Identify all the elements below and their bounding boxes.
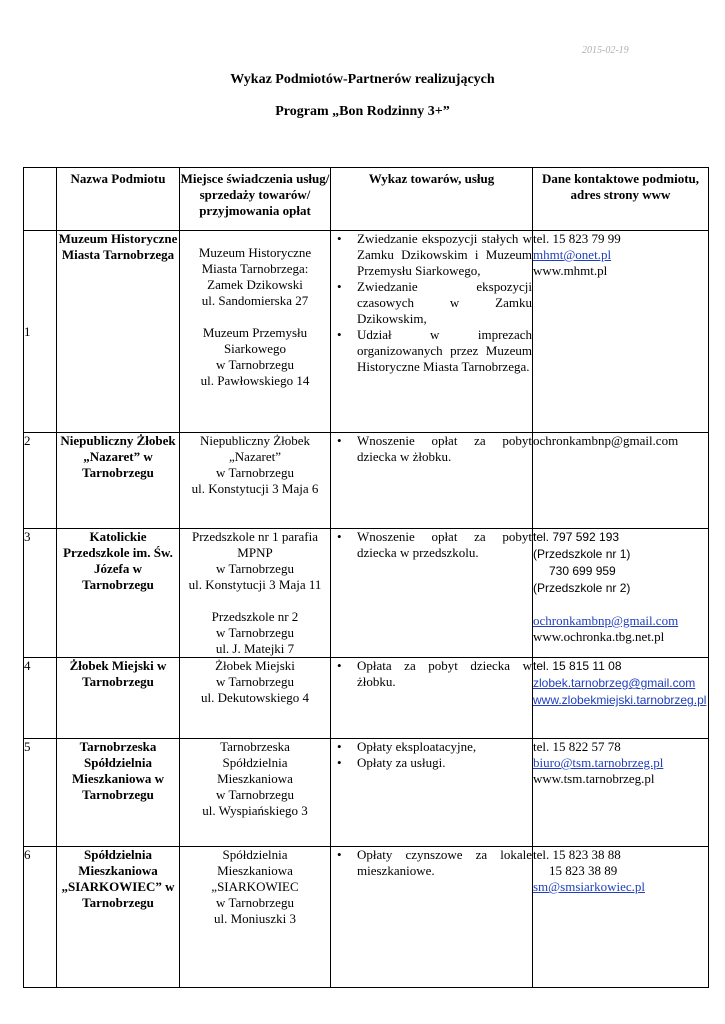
entity-name: Żłobek Miejski w Tarnobrzegu [57,658,180,739]
row-number: 1 [24,231,57,433]
place-line: ul. Konstytucji 3 Maja 11 [188,577,322,592]
contact-website: www.ochronka.tbg.net.pl [533,629,665,644]
contact-phone: tel. 797 592 193 [533,530,620,544]
service-location [180,739,331,847]
goods-item: • Udział w imprezach organizowanych przez Muzeum Historyczne Miasta Tarnobrzega. [331,327,532,375]
place-line: Spółdzielnia [222,755,288,770]
contact-phone: 15 823 38 89 [549,863,618,878]
contact-info [533,658,709,739]
contact-info [533,529,709,658]
contact-phone: tel. 15 822 57 78 [533,739,621,754]
table-row [24,847,709,988]
place-line: ul. Moniuszki 3 [214,911,296,926]
place-gap [180,593,330,609]
place-line: ul. Wyspiańskiego 3 [202,803,308,818]
place-line: w Tarnobrzegu [216,561,294,576]
contact-phone: tel. 15 815 11 08 [533,659,622,673]
place-line: Muzeum Przemysłu [202,325,308,340]
place-line: Mieszkaniowa [217,771,293,786]
place-line: Żłobek Miejski [215,658,295,673]
header-goods: Wykaz towarów, usług [331,168,533,231]
goods-list [331,231,533,433]
document-title: Wykaz Podmiotów-Partnerów realizujących [230,72,495,87]
contact-email: ochronkambnp@gmail.com [533,433,679,448]
entity-name: Tarnobrzeska Spółdzielnia Mieszkaniowa w Tarnobrzegu [57,739,180,847]
header-contact: Dane kontaktowe podmiotu, adres strony www [533,168,709,231]
place-line: ul. J. Matejki 7 [215,641,295,656]
table-header-row [24,168,709,231]
place-line: ul. Pawłowskiego 14 [200,373,310,388]
place-line: w Tarnobrzegu [216,895,294,910]
table-row [24,529,709,658]
place-line: Siarkowego [223,341,287,356]
place-line: Przedszkole nr 2 [211,609,299,624]
place-line: w Tarnobrzegu [216,625,294,640]
contact-website: www.mhmt.pl [533,263,608,278]
contact-phone: 730 699 959 [549,564,616,578]
goods-item: • Opłaty za usługi. [331,755,532,771]
entity-name: Katolickie Przedszkole im. Św. Józefa w Tarnobrzegu [57,529,180,658]
place-line: w Tarnobrzegu [216,674,294,689]
place-gap [180,309,330,325]
goods-list [331,529,533,658]
service-location [180,847,331,988]
goods-list [331,847,533,988]
goods-item: • Opłaty eksploatacyjne, [331,739,532,755]
partners-table [23,167,709,988]
place-line: Przedszkole nr 1 parafia [192,529,318,544]
row-number: 5 [24,739,57,847]
document-date: 2015-02-19 [582,45,629,56]
document-subtitle: Program „Bon Rodzinny 3+” [275,104,450,119]
contact-website-link[interactable]: www.zlobekmiejski.tarnobrzeg.pl [533,693,707,707]
row-number: 3 [24,529,57,658]
contact-email-link[interactable]: ochronkambnp@gmail.com [533,613,679,628]
goods-item: • Opłaty czynszowe za lokale mieszkaniowe. [331,847,532,879]
service-location [180,433,331,529]
contact-email-link[interactable]: mhmt@onet.pl [533,247,612,262]
table-row [24,658,709,739]
goods-item: • Wnoszenie opłat za pobyt dziecka w żłobku. [331,433,532,465]
contact-info [533,847,709,988]
place-line: „Nazaret” [229,449,281,464]
contact-phone: tel. 15 823 38 88 [533,847,621,862]
header-name: Nazwa Podmiotu [57,168,180,231]
row-number: 6 [24,847,57,988]
place-line: MPNP [237,545,273,560]
goods-item: • Wnoszenie opłat za pobyt dziecka w przedszkolu. [331,529,532,561]
contact-note: (Przedszkole nr 2) [533,581,631,595]
goods-list [331,658,533,739]
contact-gap [533,597,708,613]
service-location [180,231,331,433]
place-line: ul. Konstytucji 3 Maja 6 [191,481,319,496]
place-line: „SIARKOWIEC [211,879,299,894]
place-line: w Tarnobrzegu [216,465,294,480]
contact-email-link[interactable]: sm@smsiarkowiec.pl [533,879,645,894]
contact-info [533,739,709,847]
table-row [24,739,709,847]
place-line: Muzeum Historyczne [198,245,312,260]
place-line: Zamek Dzikowski [207,277,303,292]
entity-name: Spółdzielnia Mieszkaniowa „SIARKOWIEC” w Tarnobrzegu [57,847,180,988]
goods-item: • Opłata za pobyt dziecka w żłobku. [331,658,532,690]
place-line: Spółdzielnia [222,847,288,862]
contact-info [533,231,709,433]
place-line: Mieszkaniowa [217,863,293,878]
service-location [180,529,331,658]
goods-item: • Zwiedzanie ekspozycji czasowych w Zamku Dzikowskim, [331,279,532,327]
goods-item: • Zwiedzanie ekspozycji stałych w Zamku Dzikowskim i Muzeum Przemysłu Siarkowego, [331,231,532,279]
header-place: Miejsce świadczenia usług/ sprzedaży towarów/ przyjmowania opłat [180,168,331,231]
contact-note: (Przedszkole nr 1) [533,547,631,561]
row-number: 2 [24,433,57,529]
place-line: w Tarnobrzegu [216,787,294,802]
goods-list [331,739,533,847]
contact-website: www.tsm.tarnobrzeg.pl [533,771,655,786]
goods-list [331,433,533,529]
row-number: 4 [24,658,57,739]
service-location [180,658,331,739]
header-nr [24,168,57,231]
entity-name: Muzeum Historyczne Miasta Tarnobrzega [57,231,180,433]
place-line: w Tarnobrzegu [216,357,294,372]
table-row [24,433,709,529]
place-line: Miasta Tarnobrzega: [201,261,309,276]
contact-email-link[interactable]: biuro@tsm.tarnobrzeg.pl [533,755,664,770]
contact-info [533,433,709,529]
place-line: Tarnobrzeska [220,739,290,754]
entity-name: Niepubliczny Żłobek „Nazaret” w Tarnobrzegu [57,433,180,529]
table-row [24,231,709,433]
contact-phone: tel. 15 823 79 99 [533,231,621,246]
place-line: ul. Dekutowskiego 4 [201,690,309,705]
place-line: Niepubliczny Żłobek [199,433,311,448]
contact-email-link[interactable]: zlobek.tarnobrzeg@gmail.com [533,676,696,690]
place-line: ul. Sandomierska 27 [201,293,309,308]
